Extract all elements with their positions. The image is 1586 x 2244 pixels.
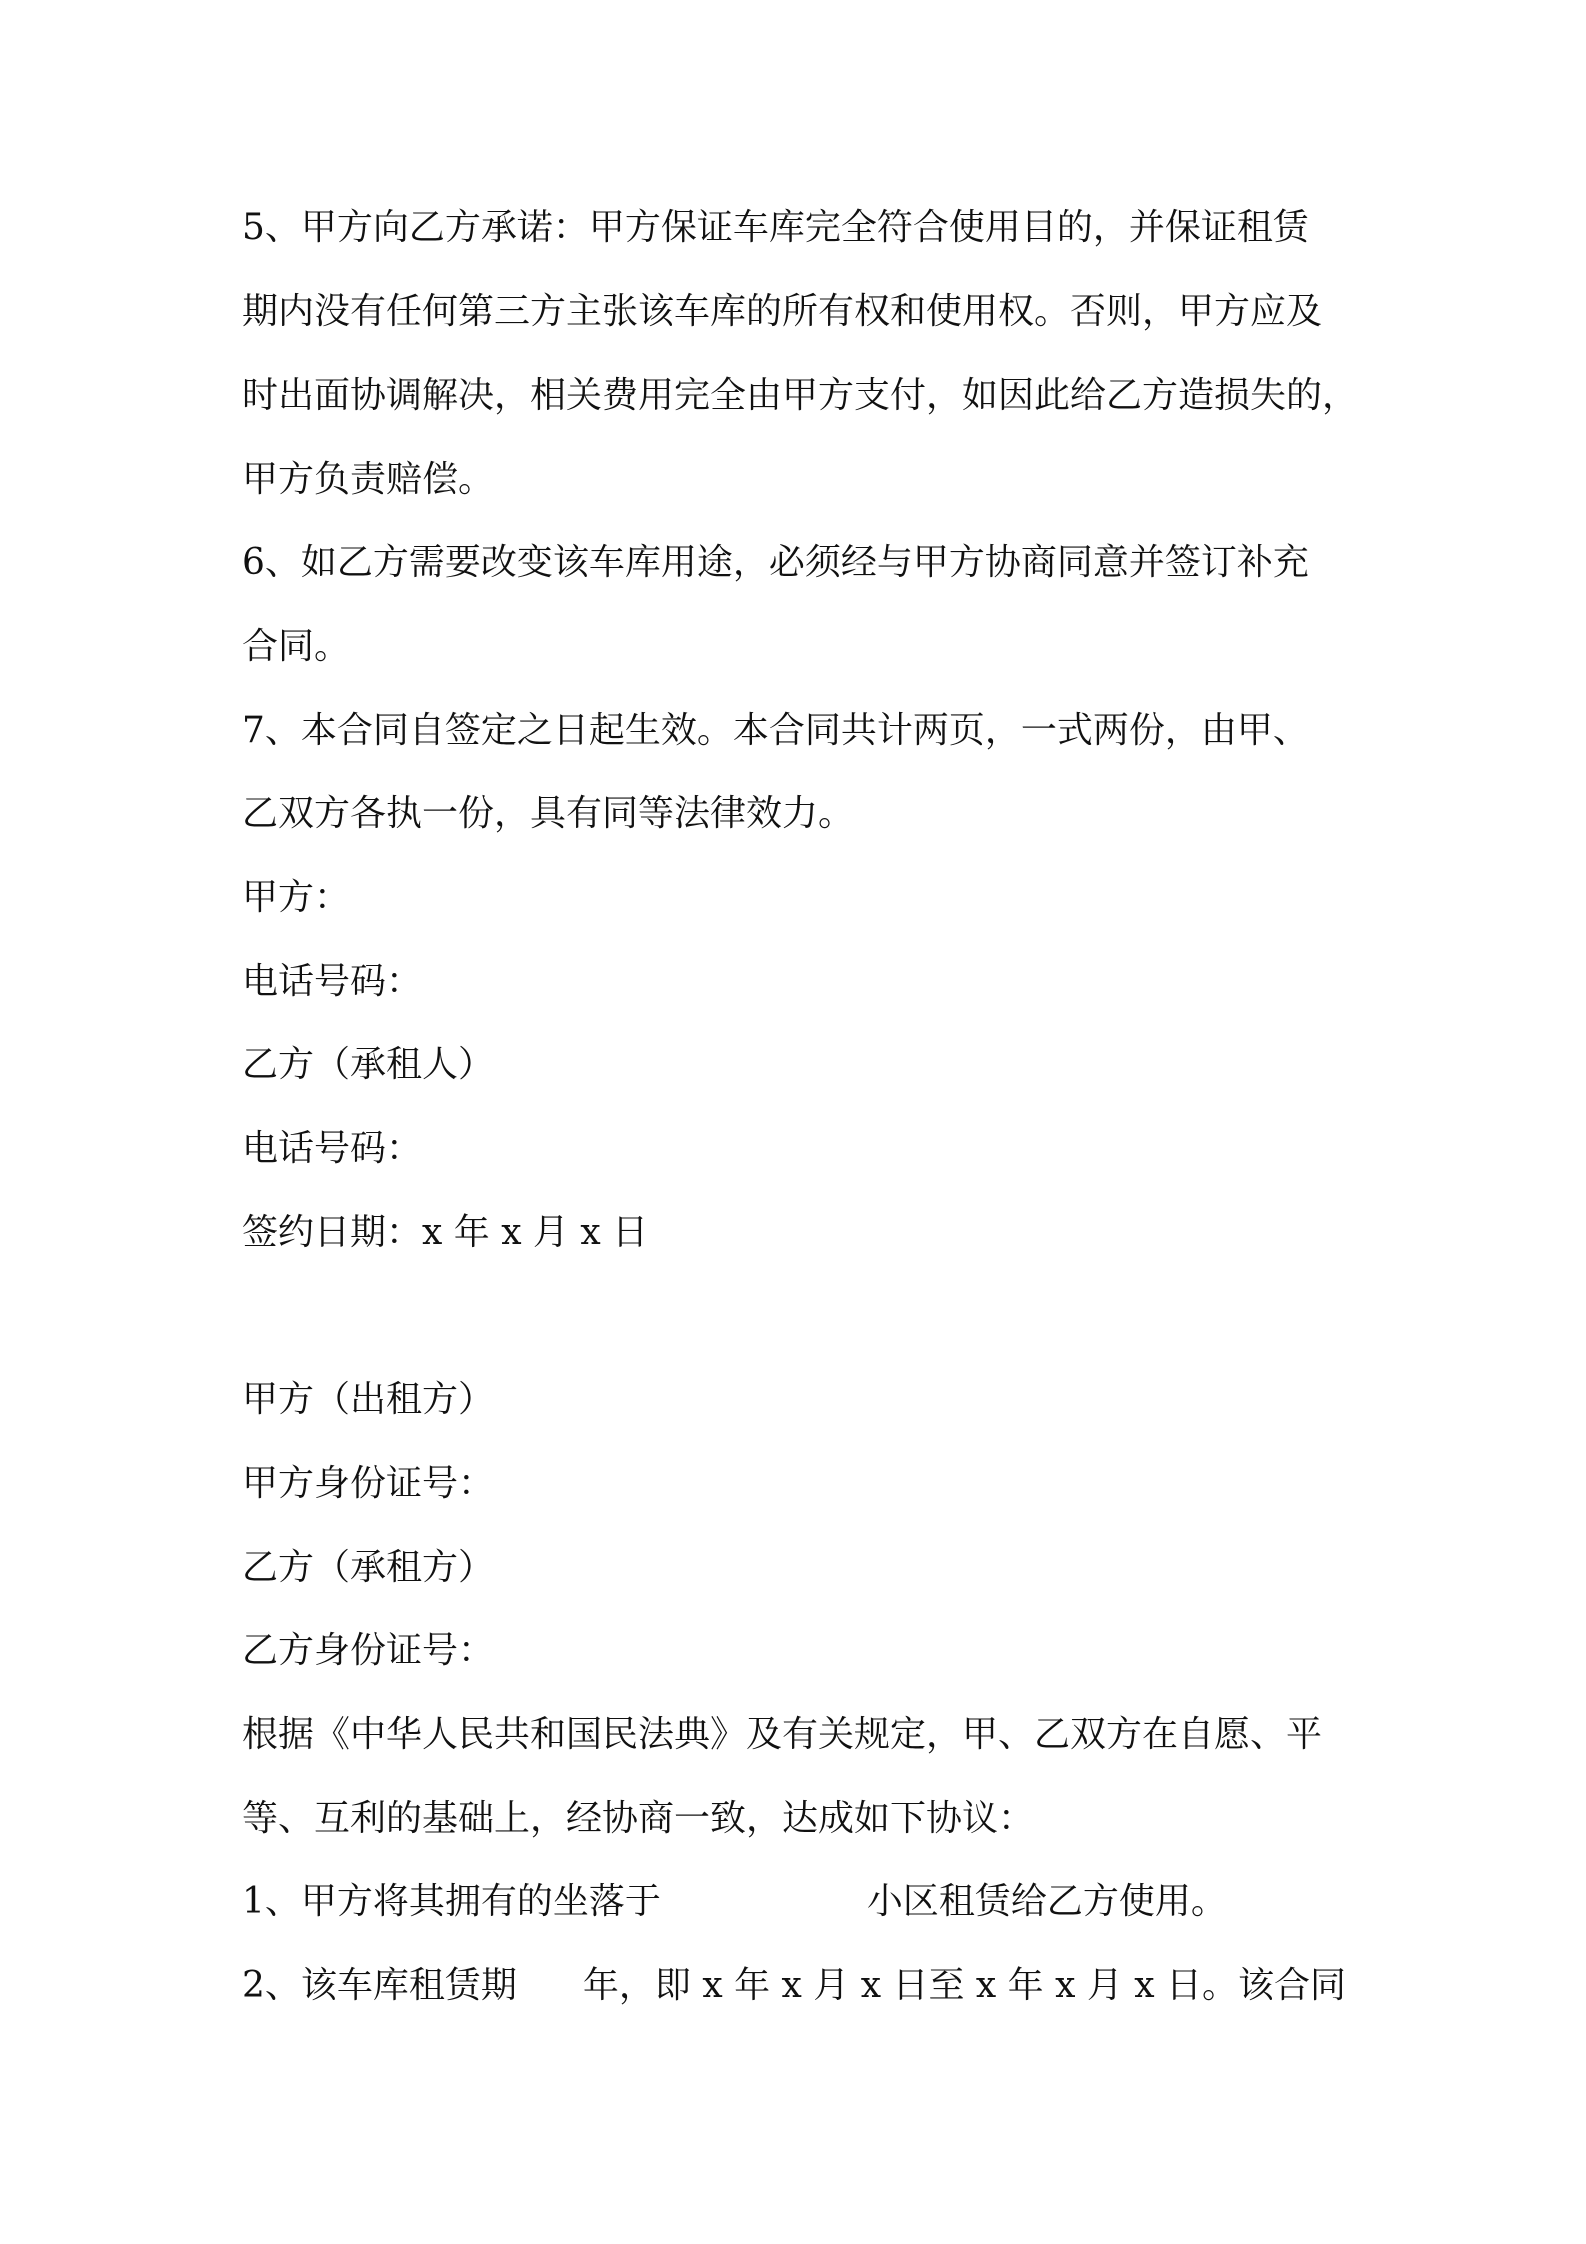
- clause-5-line-4: 甲方负责赔偿。: [242, 459, 495, 500]
- clause-6-line-2: 合同。: [242, 626, 351, 667]
- clause-1-suffix: 小区租赁给乙方使用。: [866, 1881, 1227, 1922]
- preamble-line-1: 根据《中华人民共和国民法典》及有关规定，甲、乙双方在自愿、平: [242, 1714, 1323, 1755]
- clause-5-line-2: 期内没有任何第三方主张该车库的所有权和使用权。否则，甲方应及: [242, 291, 1323, 332]
- party-b-id-label: 乙方身份证号：: [242, 1630, 495, 1671]
- party-b-lessee-label: 乙方（承租方）: [242, 1547, 495, 1588]
- clause-1: [242, 1872, 1227, 1932]
- party-b-phone-label: 电话号码：: [242, 1128, 423, 1169]
- party-a-id-label: 甲方身份证号：: [242, 1463, 495, 1504]
- clause-7-line-2: 乙双方各执一份，具有同等法律效力。: [242, 793, 855, 834]
- clause-5-line-3: 时出面协调解决，相关费用完全由甲方支付，如因此给乙方造损失的，: [242, 375, 1359, 416]
- party-b-tenant-label: 乙方（承租人）: [242, 1044, 495, 1085]
- clause-5-line-1: 5、甲方向乙方承诺：甲方保证车库完全符合使用目的，并保证租赁: [242, 207, 1309, 248]
- clause-2: [242, 1956, 1346, 2016]
- clause-2-prefix: 2、该车库租赁期: [242, 1965, 517, 2006]
- clause-1-prefix: 1、甲方将其拥有的坐落于: [242, 1881, 661, 1922]
- clause-2-suffix: 年，即 x 年 x 月 x 日至 x 年 x 月 x 日。该合同: [582, 1965, 1347, 2006]
- party-a-phone-label: 电话号码：: [242, 961, 423, 1002]
- signing-date: 签约日期：x 年 x 月 x 日: [242, 1212, 649, 1253]
- party-a-label: 甲方：: [242, 877, 351, 918]
- clause-6-line-1: 6、如乙方需要改变该车库用途，必须经与甲方协商同意并签订补充: [242, 542, 1309, 583]
- party-a-lessor-label: 甲方（出租方）: [242, 1379, 495, 1420]
- preamble-line-2: 等、互利的基础上，经协商一致，达成如下协议：: [242, 1798, 1035, 1839]
- clause-7-line-1: 7、本合同自签定之日起生效。本合同共计两页，一式两份，由甲、: [242, 710, 1309, 751]
